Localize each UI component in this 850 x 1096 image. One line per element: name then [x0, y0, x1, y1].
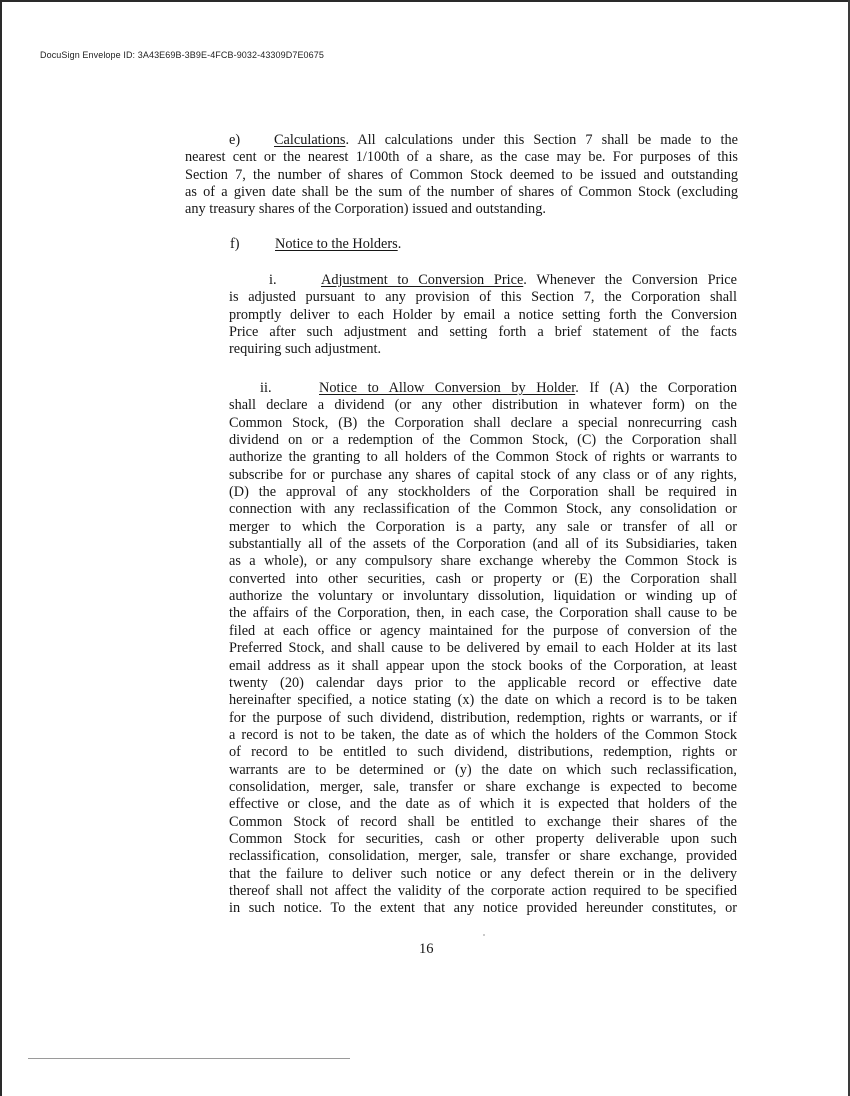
section-f-ii-line-1 — [229, 380, 737, 397]
section-f-ii-line-16: Preferred Stock, and shall cause to be delivered by email to each Holder at its last — [229, 640, 737, 657]
section-f-i-adjustment — [229, 272, 737, 359]
section-f-ii-line-7: (D) the approval of any stockholders of the Corporation shall be required in — [229, 484, 737, 501]
section-f-i-line-3: promptly deliver to each Holder by email a notice setting forth the Conversion — [229, 306, 737, 323]
section-f-ii-line-27: Common Stock for securities, cash or other property deliverable upon such — [229, 830, 737, 847]
docusign-envelope-id: DocuSign Envelope ID: 3A43E69B-3B9E-4FCB-9032-43309D7E0675 — [40, 50, 324, 60]
section-f-ii-line-24: consolidation, merger, sale, transfer or share exchange is expected to become — [229, 778, 737, 795]
page-number: 16 — [419, 941, 434, 957]
section-f-ii-line-30: thereof shall not affect the validity of the corporate action required to be specified — [229, 882, 737, 899]
section-e-line-4: as of a given date shall be the sum of the number of shares of Common Stock (excluding — [185, 184, 738, 201]
section-f-ii-line-11: as a whole), or any compulsory share exchange whereby the Common Stock is — [229, 553, 737, 570]
section-e-label: e) — [229, 132, 241, 148]
section-f-line — [230, 236, 630, 253]
section-f-ii-line-29: that the failure to deliver such notice or any defect therein or in the delivery — [229, 865, 737, 882]
section-f-i-line-2: is adjusted pursuant to any provision of this Section 7, the Corporation shall — [229, 289, 737, 306]
section-f-ii-line-22: of record to be entitled to such dividend, distributions, redemption, rights or — [229, 744, 737, 761]
section-f-ii-line-10: substantially all of the assets of the Corporation (and all of its Subsidiaries, taken — [229, 536, 737, 553]
section-f-heading-suffix: . — [397, 236, 402, 252]
section-f-ii-line-21: a record is not to be taken, the date as of which the holders of the Common Stock — [229, 726, 737, 743]
section-e-line-1 — [185, 132, 738, 149]
section-f-heading-block — [230, 236, 630, 253]
section-f-ii-line-15: filed at each office or agency maintained for the purpose of conversion of the — [229, 622, 737, 639]
section-e-line-2: nearest cent or the nearest 1/100th of a share, as the case may be. For purposes of this — [185, 149, 738, 166]
section-e-calculations — [185, 132, 738, 219]
section-f-ii-heading: Notice to Allow Conversion by Holder — [319, 380, 576, 396]
section-f-ii-line-12: converted into other securities, cash or property or (E) the Corporation shall — [229, 570, 737, 587]
section-f-ii-line-18: twenty (20) calendar days prior to the applicable record or effective date — [229, 674, 737, 691]
section-e-heading: Calculations — [274, 132, 346, 148]
section-f-ii-line-26: Common Stock of record shall be entitled to exchange their shares of the — [229, 813, 737, 830]
section-f-i-label: i. — [269, 272, 277, 288]
section-e-line-1-text: . All calculations under this Section 7 shall be made to the — [345, 132, 738, 148]
section-f-i-heading: Adjustment to Conversion Price — [321, 272, 524, 288]
section-f-ii-label: ii. — [260, 380, 272, 396]
section-f-ii-line-14: the affairs of the Corporation, then, in each case, the Corporation shall cause to be — [229, 605, 737, 622]
section-f-i-line-1 — [229, 272, 737, 289]
section-f-ii-line-1-text: . If (A) the Corporation — [575, 380, 738, 396]
section-f-ii-line-20: for the purpose of such dividend, distribution, redemption, rights or warrants, or if — [229, 709, 737, 726]
section-f-ii-line-23: warrants are to be determined or (y) the date on which such reclassification, — [229, 761, 737, 778]
section-e-line-3: Section 7, the number of shares of Common Stock deemed to be issued and outstanding — [185, 166, 738, 183]
section-f-heading: Notice to the Holders — [275, 236, 398, 252]
section-f-ii-line-5: authorize the granting to all holders of the Common Stock of rights or warrants to — [229, 449, 737, 466]
section-f-ii-line-8: connection with any reclassification of the Common Stock, any consolidation or — [229, 501, 737, 518]
section-f-ii-line-9: merger to which the Corporation is a party, any sale or transfer of all or — [229, 518, 737, 535]
section-f-ii-line-17: email address as it shall appear upon the stock books of the Corporation, at least — [229, 657, 737, 674]
section-f-ii-line-3: Common Stock, (B) the Corporation shall declare a special nonrecurring cash — [229, 414, 737, 431]
scan-border-top — [0, 0, 850, 2]
scan-border-left — [0, 0, 2, 1096]
section-f-i-line-4: Price after such adjustment and setting forth a brief statement of the facts — [229, 324, 737, 341]
section-f-i-line-5: requiring such adjustment. — [229, 341, 382, 358]
section-f-i-line-1-text: . Whenever the Conversion Price — [523, 272, 737, 288]
section-f-label: f) — [230, 236, 240, 252]
section-f-ii-line-25: effective or close, and the date as of which it is expected that holders of the — [229, 796, 737, 813]
section-f-ii-line-6: subscribe for or purchase any shares of capital stock of any class or of any rights, — [229, 466, 737, 483]
scan-speck — [483, 934, 485, 936]
section-f-ii-notice-to-allow-conversion — [229, 380, 737, 918]
section-e-line-5: any treasury shares of the Corporation) issued and outstanding. — [185, 201, 546, 218]
section-f-ii-line-4: dividend on or a redemption of the Common Stock, (C) the Corporation shall — [229, 432, 737, 449]
section-f-ii-line-19: hereinafter specified, a notice stating (x) the date on which a record is to be taken — [229, 692, 737, 709]
footer-rule — [28, 1058, 350, 1059]
section-f-ii-line-28: reclassification, consolidation, merger, sale, transfer or share exchange, provided — [229, 848, 737, 865]
section-f-ii-line-31: in such notice. To the extent that any notice provided hereunder constitutes, or — [229, 900, 737, 917]
section-f-ii-line-13: authorize the voluntary or involuntary dissolution, liquidation or winding up of — [229, 588, 737, 605]
section-f-ii-line-2: shall declare a dividend (or any other distribution in whatever form) on the — [229, 397, 737, 414]
